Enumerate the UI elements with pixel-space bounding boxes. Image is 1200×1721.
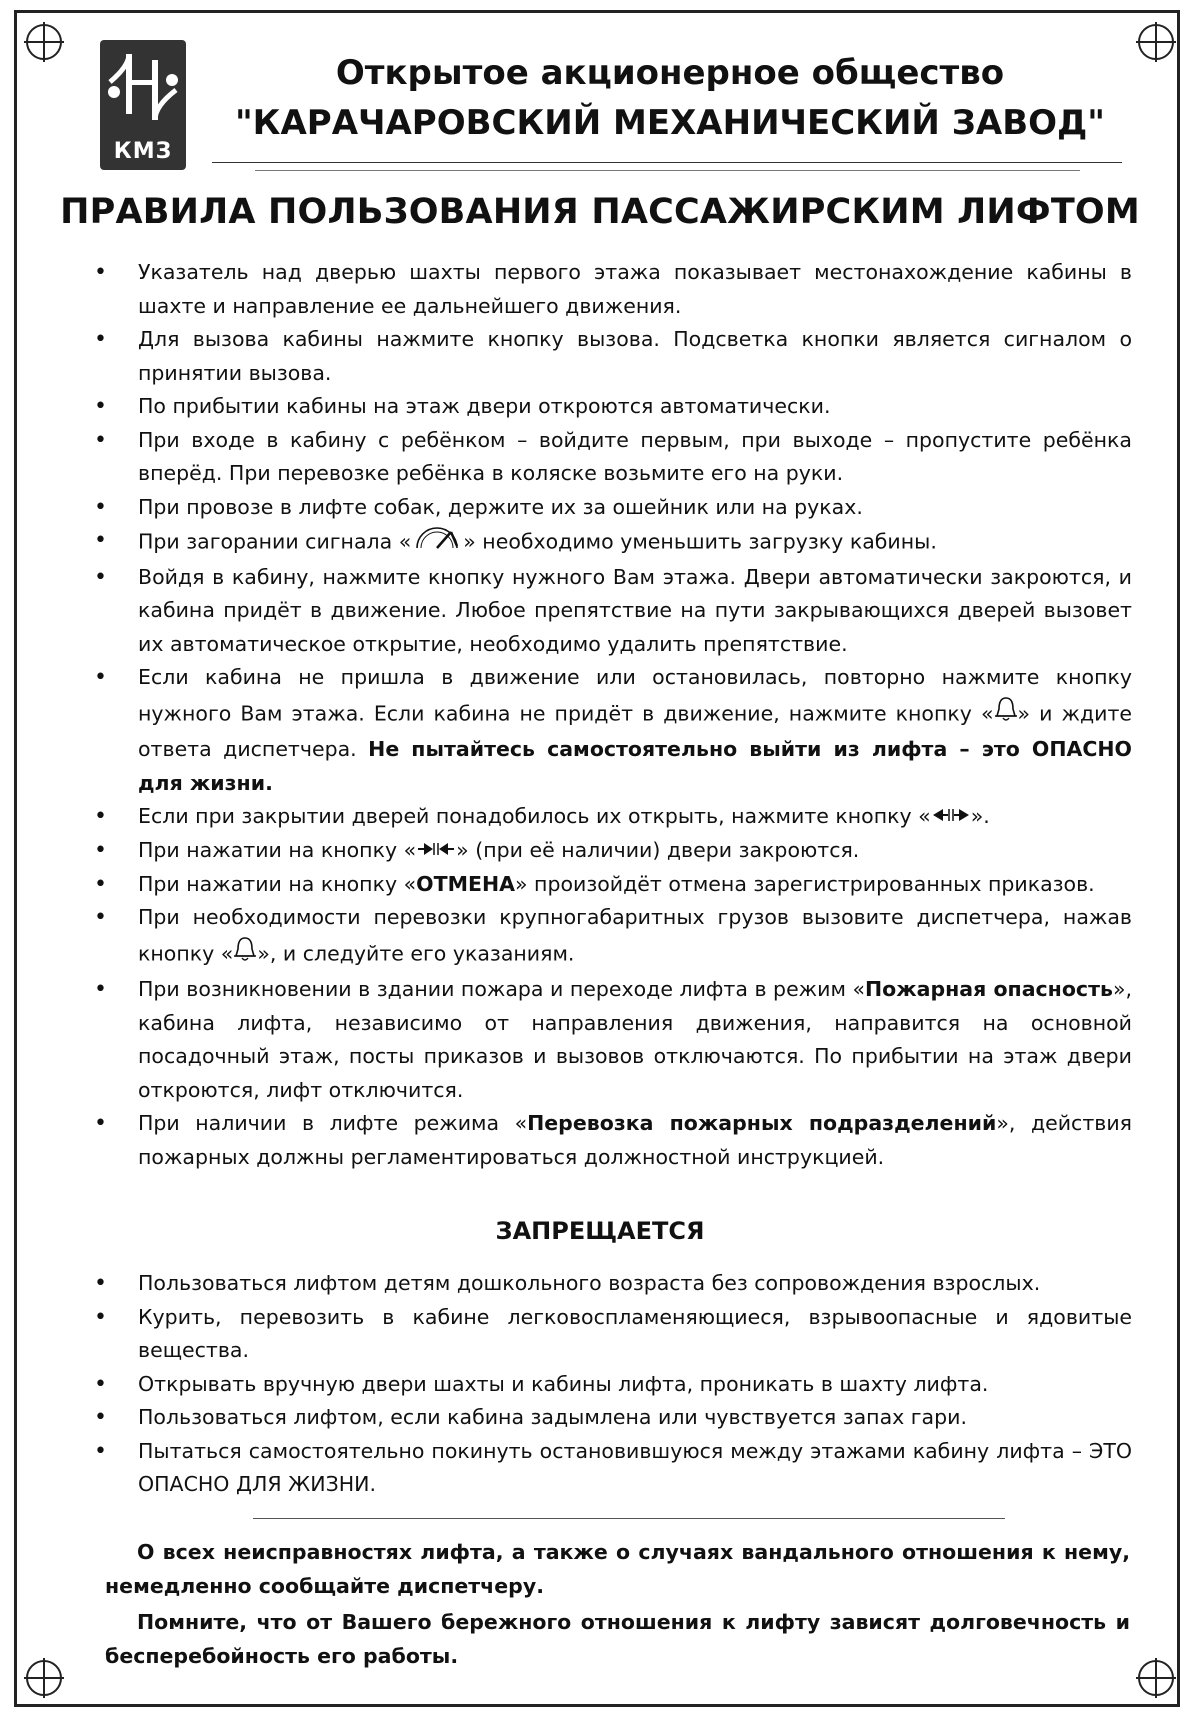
rule-text: » и ждите ответа диспетчера. bbox=[138, 700, 1133, 761]
rule-text: ». bbox=[970, 804, 990, 828]
rule-text: При провозе в лифте собак, держите их за ошейник или на руках. bbox=[138, 494, 863, 519]
registration-mark-icon bbox=[24, 1658, 64, 1698]
rule-warning-text: Не пытайтесь самостоятельно выйти из лифта – это ОПАСНО для жизни. bbox=[138, 737, 1132, 795]
registration-mark-icon bbox=[24, 22, 64, 62]
rule-text: При нажатии на кнопку « bbox=[138, 837, 417, 862]
list-item bbox=[92, 323, 1132, 390]
forbidden-title: ЗАПРЕЩАЕТСЯ bbox=[495, 1217, 705, 1245]
rule-text: » (при её наличии) двери закроются. bbox=[456, 837, 860, 862]
rule-text: » произойдёт отмена зарегистрированных приказов. bbox=[515, 871, 1095, 896]
list-item: • Открывать вручную двери шахты и кабины лифта, проникать в шахту лифта. bbox=[92, 1368, 1132, 1402]
rule-text: При входе в кабину с ребёнком – войдите первым, при выходе – пропустите ребёнка вперёд. При перевозке ребёнка в коляске возьмите его на руки. bbox=[138, 427, 1132, 485]
organization-type: Открытое акционерное общество bbox=[335, 53, 1005, 93]
firefighter-mode-label: Перевозка пожарных подразделений bbox=[527, 1111, 997, 1135]
rule-text: », кабина лифта, независимо от направления движения, направится на основной посадочный этаж, посты приказов и вызовов отключаются. По прибытии на этаж двери откроются, лифт отключится. bbox=[138, 977, 1132, 1102]
rule-text: При необходимости перевозки крупногабаритных грузов вызовите диспетчера, нажав кнопку « bbox=[138, 905, 1132, 965]
cancel-label: ОТМЕНА bbox=[416, 871, 515, 896]
registration-mark-icon bbox=[1136, 22, 1176, 62]
bell-icon bbox=[994, 695, 1018, 734]
list-item bbox=[92, 424, 1132, 491]
list-item bbox=[92, 868, 1132, 902]
rule-text: По прибытии кабины на этаж двери откроются автоматически. bbox=[138, 394, 831, 418]
bell-icon bbox=[233, 935, 257, 974]
rule-text: », и следуйте его указаниям. bbox=[257, 940, 575, 965]
rule-text: » необходимо уменьшить загрузку кабины. bbox=[463, 529, 937, 554]
page-title: ПРАВИЛА ПОЛЬЗОВАНИЯ ПАССАЖИРСКИМ ЛИФТОМ bbox=[60, 192, 1140, 232]
list-item bbox=[92, 524, 1132, 561]
header-divider bbox=[255, 170, 1080, 171]
rule-text: Если при закрытии дверей понадобилось их открыть, нажмите кнопку « bbox=[138, 804, 931, 828]
company-logo bbox=[100, 40, 186, 170]
closing-reminder: Помните, что от Вашего бережного отношения к лифту зависят долговечность и бесперебойность его работы. bbox=[105, 1610, 1130, 1668]
list-item bbox=[92, 1107, 1132, 1174]
rule-text: При возникновении в здании пожара и переходе лифта в режим « bbox=[138, 977, 865, 1001]
door-open-icon bbox=[931, 800, 971, 834]
rule-text: Войдя в кабину, нажмите кнопку нужного Вам этажа. Двери автоматически закроются, и кабина придёт в движение. Любое препятствие на пути закрывающихся дверей вызовет их автоматическое открытие, необходимо удалить препятствие. bbox=[138, 564, 1132, 656]
list-item bbox=[92, 901, 1132, 973]
list-item bbox=[92, 834, 1132, 868]
logo-text: КМЗ bbox=[113, 139, 173, 164]
list-item bbox=[92, 973, 1132, 1107]
list-item: • Пытаться самостоятельно покинуть остановившуюся между этажами кабину лифта – ЭТО ОПАСНО ДЛЯ ЖИЗНИ. bbox=[92, 1435, 1132, 1502]
rules-list bbox=[92, 256, 1132, 1174]
organization-header bbox=[210, 48, 1130, 148]
overload-gauge-icon bbox=[411, 524, 463, 561]
list-item bbox=[92, 390, 1132, 424]
list-item bbox=[92, 800, 1132, 834]
list-item: • Пользоваться лифтом, если кабина задымлена или чувствуется запах гари. bbox=[92, 1401, 1132, 1435]
rule-text: Если кабина не пришла в движение или остановилась, повторно нажмите кнопку нужного Вам этажа. Если кабина не придёт в движение, нажмите кнопку « bbox=[138, 665, 1132, 725]
rule-text: При наличии в лифте режима « bbox=[138, 1111, 528, 1135]
forbidden-list bbox=[92, 1267, 1132, 1502]
closing-notice: О всех неисправностях лифта, а также о случаях вандального отношения к нему, немедленно сообщайте диспетчеру. bbox=[105, 1540, 1130, 1598]
footer-divider bbox=[253, 1518, 1005, 1519]
rule-text: При нажатии на кнопку « bbox=[138, 871, 417, 896]
list-item bbox=[92, 561, 1132, 662]
registration-mark-icon bbox=[1136, 1658, 1176, 1698]
rule-text: Для вызова кабины нажмите кнопку вызова. Подсветка кнопки является сигналом о принятии вызова. bbox=[138, 327, 1132, 385]
door-close-icon bbox=[416, 834, 456, 868]
rule-text: При загорании сигнала « bbox=[138, 529, 412, 554]
header-divider bbox=[212, 162, 1122, 163]
list-item: • Курить, перевозить в кабине легковоспламеняющиеся, взрывоопасные и ядовитые вещества. bbox=[92, 1301, 1132, 1368]
list-item bbox=[92, 491, 1132, 525]
rule-text: Указатель над дверью шахты первого этажа показывает местонахождение кабины в шахте и направление ее дальнейшего движения. bbox=[138, 260, 1132, 318]
rule-text: », действия пожарных должны регламентироваться должностной инструкцией. bbox=[138, 1111, 1133, 1169]
organization-name: "КАРАЧАРОВСКИЙ МЕХАНИЧЕСКИЙ ЗАВОД" bbox=[234, 103, 1106, 143]
fire-mode-label: Пожарная опасность bbox=[865, 977, 1113, 1001]
list-item bbox=[92, 256, 1132, 323]
kmz-emblem-icon bbox=[100, 40, 186, 140]
list-item bbox=[92, 661, 1132, 800]
list-item: • Пользоваться лифтом детям дошкольного возраста без сопровождения взрослых. bbox=[92, 1267, 1132, 1301]
